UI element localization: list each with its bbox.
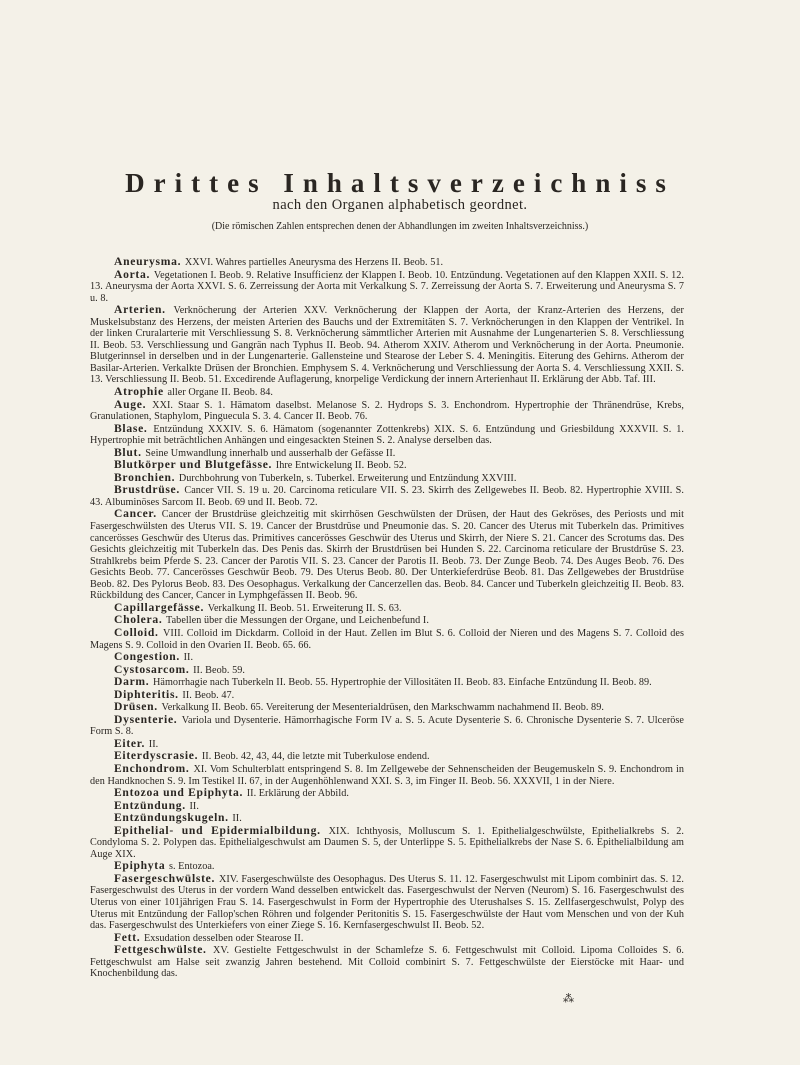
- entry-text: II. Beob. 42, 43, 44, die letzte mit Tuberkulose endend.: [201, 751, 430, 763]
- index-entry: [90, 651, 684, 664]
- entry-text: Vegetationen I. Beob. 9. Relative Insufficienz der Klappen I. Beob. 10. Entzündung. Vegetationen auf den Klappen XXII. S. 12. 13. Aneurysma der Aorta XXVI. S. 6. Zerreissung der Aorta mit Verkalkung S. 7. Zerreissung der Aorta S. 7. Erweiterung und Aneurysma S. 7 u. 8.: [90, 269, 684, 304]
- entry-text: Verkalkung II. Beob. 65. Vereiterung der Mesenterialdrüsen, den Markschwamm nachahmend II. Beob. 89.: [161, 702, 604, 714]
- entry-term: Fasergeschwülste.: [114, 871, 216, 885]
- index-entry: [90, 484, 684, 508]
- entry-term: Aorta.: [114, 267, 151, 281]
- entry-term: Enchondrom.: [114, 761, 190, 775]
- entry-text: Verknöcherung der Arterien XXV. Verknöcherung der Klappen der Aorta, der Kranz-Arterien des Herzens, der Muskelsubstanz des Herzens, der meisten Arterien des Bauchs und der Extremitäten S. 7. Verknöcherungen in den Klappen der Ventrikel. In der linken Cruralarterie mit Verschliessung S. 8. Verknöcherung sämmtlicher Arterien mit Ausnahme der Lungenarterien S. 8. Verschliessung II. Beob. 53. Verschliessung und Gangrän nach Typhus II. Beob. 94. Atherom XXIV. Atherom und Verknöcherung in der Aorta. Pneumonie. Blutgerinnsel in derselben und in der Lungenarterie. Gallensteine und Stearose der Leber S. 4. Meningitis. Eiterung des Gehirns. Atherom der Basilar-Arterien. Verkalkte Drüsen der Bronchien. Emphysem S. 4. Verknöcherung und Verschliessung der Aorta S. 4. Verschliessung XXII. S. 13. Verschliessung II. Beob. 51. Excedirende Auflagerung, knorpelige Verdickung der innern Arterienhaut II. Erklärung der Abb. Taf. III.: [90, 305, 684, 386]
- entry-text: Verkalkung II. Beob. 51. Erweiterung II. S. 63.: [207, 602, 402, 614]
- index-entry: [90, 602, 684, 615]
- entry-term: Brustdrüse.: [114, 483, 180, 497]
- index-entry: [90, 689, 684, 702]
- entry-term: Eiterdyscrasie.: [114, 749, 199, 763]
- entry-text: XIV. Fasergeschwülste des Oesophagus. Des Uterus S. 11. 12. Fasergeschwulst mit Lipom combinirt das. S. 12. Fasergeschwulst des Uterus in der vordern Wand desselben entwickelt das. Fasergeschwulst der Nerven (Neurom) S. 16. Fasergeschwulst des Uterus von einer 101jährigen Frau S. 14. Fasergeschwulst in Form der Hypertrophie des Uterushalses S. 15. Zellfasergeschwulst, Polyp des Uterus mit Entzündung der Fallop'schen Röhren und folgender Peritonitis S. 15. Fasergeschwülste der Haut vom Menschen und von der Kuh das. Fasergeschwulst des Unterkiefers von einer Ziege S. 16. Kernfasergeschwulst II. Beob. 52.: [90, 873, 684, 932]
- entry-term: Drüsen.: [114, 700, 158, 714]
- entry-text: II. Beob. 59.: [193, 664, 245, 676]
- entry-term: Cystosarcom.: [114, 662, 190, 676]
- index-entry: [90, 386, 684, 399]
- entry-text: aller Organe II. Beob. 84.: [167, 387, 273, 399]
- entry-text: II.: [189, 800, 199, 812]
- entry-text: s. Entozoa.: [168, 861, 215, 873]
- entry-text: XV. Gestielte Fettgeschwulst in der Schamlefze S. 6. Fettgeschwulst mit Colloid. Lipoma Colloides S. 6. Fettgeschwulst am Halse seit zwanzig Jahren bestehend. Mit Colloid combinirt S. 7. Fettgeschwülste der Eierstöcke mit Haar- und Knochenbildung das.: [90, 945, 684, 980]
- entry-term: Atrophie: [114, 385, 164, 399]
- index-entry: [90, 304, 684, 386]
- entry-term: Arterien.: [114, 303, 166, 317]
- entry-term: Dysenterie.: [114, 712, 178, 726]
- index-entry: [90, 763, 684, 787]
- entry-term: Eiter.: [114, 736, 146, 750]
- index-entries: [90, 256, 684, 980]
- entry-term: Epiphyta: [114, 859, 166, 873]
- entry-text: II. Beob. 47.: [182, 689, 235, 701]
- entry-term: Blut.: [114, 445, 142, 459]
- entry-term: Congestion.: [114, 650, 180, 664]
- index-entry: [90, 423, 684, 447]
- index-entry: [90, 714, 684, 738]
- index-entry: [90, 256, 684, 269]
- entry-term: Fett.: [114, 930, 141, 944]
- index-entry: [90, 787, 684, 800]
- page-title: Drittes Inhaltsverzeichniss: [125, 168, 675, 198]
- entry-text: XIX. Ichthyosis, Molluscum S. 1. Epithelialgeschwülste, Epithelialkrebs S. 2. Condyloma S. 2. Polypen das. Epithelialgeschwulst am Daumen S. 5, der Unterlippe S. 5. Epithelialkrebs der Nase S. 6. Epithelialbildung am Auge XIX.: [90, 825, 684, 860]
- entry-term: Bronchien.: [114, 470, 176, 484]
- entry-term: Diphteritis.: [114, 687, 179, 701]
- entry-term: Entzündung.: [114, 798, 186, 812]
- entry-term: Blutkörper und Blutgefässe.: [114, 458, 273, 472]
- entry-text: Tabellen über die Messungen der Organe, und Leichenbefund I.: [166, 615, 429, 627]
- index-entry: [90, 508, 684, 601]
- index-entry: [90, 873, 684, 932]
- entry-text: II. Erklärung der Abbild.: [246, 788, 349, 800]
- index-entry: [90, 944, 684, 980]
- index-entry: [90, 825, 684, 861]
- entry-text: Exsudation desselben oder Stearose II.: [143, 932, 304, 944]
- entry-text: Seine Umwandlung innerhalb und ausserhalb der Gefässe II.: [145, 447, 396, 459]
- entry-term: Fettgeschwülste.: [114, 943, 207, 957]
- entry-text: VIII. Colloid im Dickdarm. Colloid in der Haut. Zellen im Blut S. 6. Colloid der Nieren und des Magens S. 7. Colloid des Magens S. 9. Colloid in den Ovarien II. Beob. 65. 66.: [90, 627, 684, 651]
- index-entry: [90, 664, 684, 677]
- entry-text: II.: [148, 738, 159, 750]
- entry-term: Capillargefässe.: [114, 600, 205, 614]
- entry-term: Cancer.: [114, 507, 157, 521]
- index-entry: [90, 676, 684, 689]
- entry-text: Variola und Dysenterie. Hämorrhagische Form IV a. S. 5. Acute Dysenterie S. 6. Chronische Dysenterie S. 7. Ulceröse Form S. 8.: [90, 714, 684, 738]
- index-entry: [90, 701, 684, 714]
- index-entry: [90, 812, 684, 825]
- entry-text: XXVI. Wahres partielles Aneurysma des Herzens II. Beob. 51.: [184, 257, 444, 268]
- entry-term: Epithelial- und Epidermialbildung.: [114, 823, 321, 837]
- entry-term: Entozoa und Epiphyta.: [114, 786, 244, 800]
- index-entry: [90, 860, 684, 873]
- entry-text: Ihre Entwickelung II. Beob. 52.: [275, 460, 407, 472]
- entry-text: Cancer der Brustdrüse gleichzeitig mit skirrhösen Geschwülsten der Drüsen, der Haut des Gekröses, des Periosts und mit Fasergeschwülsten des Uterus VII. S. 19. Cancer der Brustdrüse und Pneumonie das. S. 20. Cancer des Uterus mit Tuberkeln das. Primitives cancerösses Geschwür des Uterus das. Primitives cancerösses Geschwür des Uterus und Skirrh, der Niere S. 21. Cancer des Scrotums das. Des Gesichts gleichzeitig mit Tuberkeln das. Des Penis das. Skirrh der Brustdrüsen bei Hunden S. 22. Carcinoma reticulare der Brustdrüse S. 23. Strahlkrebs beim Pferde S. 23. Cancer der Parotis VII. S. 23. Cancer der Parotis II. Beob. 73. Der Zunge Beob. 74. Des Auges Beob. 76. Des Gesichts Beob. 77. Cancerösses Geschwür Beob. 79. Des Uterus Beob. 80. Der Unterkieferdrüse Beob. 81. Das Zellgewebes der Brustdrüse Beob. 82. Des Pylorus Beob. 83. Des Oesophagus. Verkalkung der Cancerzellen das. Beob. 84. Cancer und Tuberkeln gleichzeitig II. Beob. 83. Rückbildung des Cancer, Cancer in Lymphgefässen II. Beob. 96.: [90, 509, 684, 602]
- entry-term: Auge.: [114, 397, 147, 411]
- entry-term: Entzündungskugeln.: [114, 811, 229, 825]
- entry-text: Entzündung XXXIV. S. 6. Hämatom (sogenannter Zottenkrebs) XIX. S. 6. Entzündung und Griesbildung XXXVII. S. 1. Hypertrophie mit beträchtlichen Anhängen und eingesackten Steinen S. 2. Analyse derselben das.: [90, 423, 684, 447]
- entry-text: Cancer VII. S. 19 u. 20. Carcinoma reticulare VII. S. 23. Skirrh des Zellgewebes II. Beob. 82. Hypertrophie XVIII. S. 43. Albuminöses Sarcom II. Beob. 69 und II. Beob. 72.: [90, 485, 684, 508]
- explanatory-note: (Die römischen Zahlen entsprechen denen der Abhandlungen im zweiten Inhaltsverzeichniss.): [211, 221, 589, 232]
- entry-term: Aneurysma.: [114, 255, 182, 268]
- entry-text: II.: [232, 813, 242, 825]
- index-entry: [90, 627, 684, 651]
- index-entry: [90, 614, 684, 627]
- entry-term: Darm.: [114, 675, 150, 689]
- entry-text: Hämorrhagie nach Tuberkeln II. Beob. 55. Hypertrophie der Villositäten II. Beob. 83. Einfache Entzündung II. Beob. 89.: [152, 677, 652, 689]
- entry-text: II.: [183, 652, 194, 664]
- index-entry: [90, 399, 684, 423]
- index-entry: [90, 459, 684, 472]
- page-subtitle: nach den Organen alphabetisch geordnet.: [272, 197, 528, 213]
- index-entry: [90, 269, 684, 305]
- entry-term: Colloid.: [114, 625, 159, 639]
- ornament-mark: ⁂: [563, 993, 575, 1005]
- entry-term: Cholera.: [114, 613, 163, 627]
- entry-term: Blase.: [114, 421, 148, 435]
- entry-text: XI. Vom Schulterblatt entspringend S. 8. Im Zellgewebe der Sehnenscheiden der Beugemuskeln S. 9. Enchondrom in den Handknochen S. 9. Im Testikel II. 67, in der Augenhöhlenwand XXI. S. 3, im Finger II. Beob. 56. XXXVII, 1 in der Niere.: [90, 763, 684, 787]
- entry-text: Durchbohrung von Tuberkeln, s. Tuberkel. Erweiterung und Entzündung XXVIII.: [178, 472, 517, 484]
- entry-text: XXI. Staar S. 1. Hämatom daselbst. Melanose S. 2. Hydrops S. 3. Enchondrom. Hypertrophie der Thränendrüse, Krebs, Granulationen, Staphylom, Pinguecula S. 3. 4. Cancer II. Beob. 76.: [90, 399, 684, 423]
